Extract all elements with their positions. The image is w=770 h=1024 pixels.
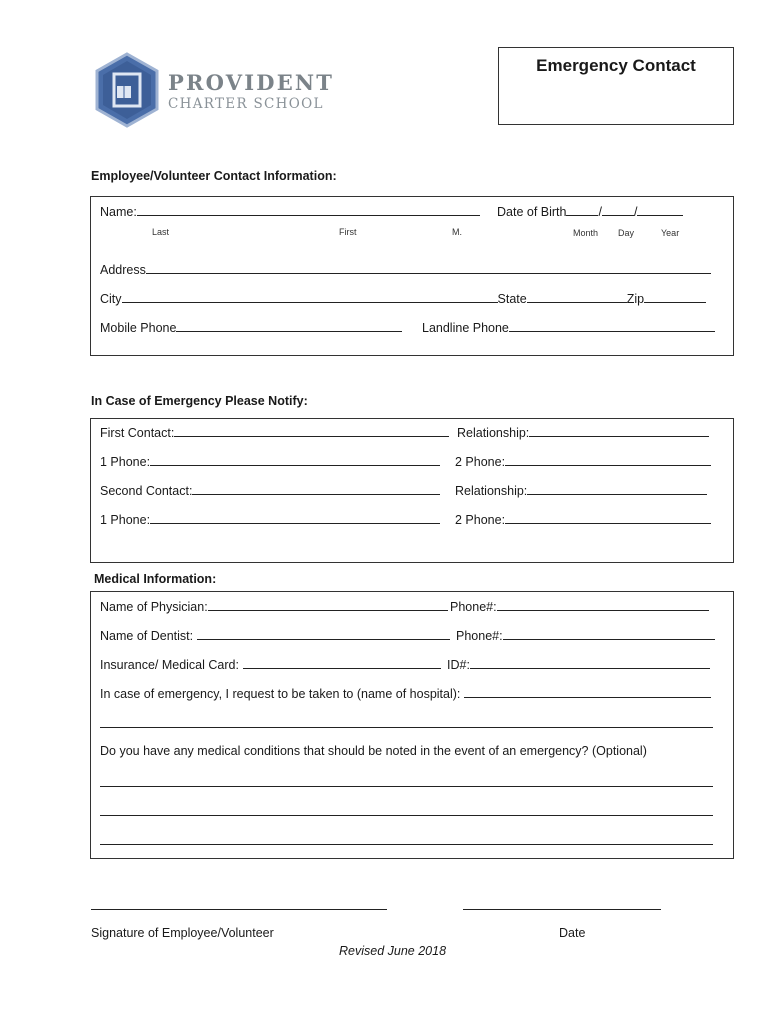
- contact-2-phone-1-row: [100, 512, 440, 527]
- sub-label-middle: M.: [452, 227, 462, 237]
- contact-2-phone-1-field[interactable]: [150, 512, 440, 524]
- state-label: State: [497, 292, 527, 306]
- address-label: Address: [100, 263, 146, 277]
- first-contact-field[interactable]: [174, 425, 449, 437]
- contact-1-phone-1-row: [100, 454, 440, 469]
- address-field[interactable]: [146, 262, 711, 274]
- relationship-1-row: [457, 425, 709, 440]
- contact-1-phone-2-row: [455, 454, 711, 469]
- mobile-label: Mobile Phone: [100, 321, 177, 335]
- hospital-row: [100, 686, 711, 701]
- form-title: Emergency Contact: [536, 56, 696, 75]
- landline-field[interactable]: [509, 320, 715, 332]
- contact-1-phone-1-label: 1 Phone:: [100, 455, 151, 469]
- dob-row: [497, 204, 683, 219]
- conditions-field-line-1[interactable]: [100, 786, 713, 787]
- sub-label-month: Month: [573, 228, 599, 238]
- hospital-field[interactable]: [464, 686, 711, 698]
- sub-label-year: Year: [661, 228, 680, 238]
- relationship-2-row: [455, 483, 707, 498]
- contact-1-phone-1-field[interactable]: [150, 454, 440, 466]
- sub-label-last: Last: [152, 227, 170, 237]
- emergency-section-heading: In Case of Emergency Please Notify:: [91, 394, 308, 408]
- sub-label-first: First: [339, 227, 357, 237]
- contact-1-phone-2-label: 2 Phone:: [455, 455, 506, 469]
- relationship-1-label: Relationship:: [457, 426, 530, 440]
- dob-month-field[interactable]: [566, 204, 598, 216]
- date-label: Date: [559, 926, 586, 940]
- address-row: [100, 262, 711, 277]
- id-field[interactable]: [470, 657, 710, 669]
- city-field[interactable]: [122, 291, 498, 303]
- state-field[interactable]: [527, 291, 627, 303]
- hexagon-book-icon: [94, 52, 160, 128]
- physician-field[interactable]: [208, 599, 448, 611]
- name-row: [100, 204, 480, 219]
- physician-phone-label: Phone#:: [450, 600, 497, 614]
- medical-section-heading: Medical Information:: [94, 572, 217, 586]
- name-field[interactable]: [137, 204, 480, 216]
- employee-section-heading: Employee/Volunteer Contact Information:: [91, 169, 337, 183]
- conditions-field-line-2[interactable]: [100, 815, 713, 816]
- contact-1-phone-2-field[interactable]: [505, 454, 711, 466]
- insurance-row: [100, 657, 441, 672]
- second-contact-field[interactable]: [192, 483, 440, 495]
- name-label: Name:: [100, 205, 137, 219]
- logo-name: PROVIDENT: [168, 70, 335, 95]
- dentist-phone-field[interactable]: [503, 628, 715, 640]
- id-row: [447, 657, 710, 672]
- zip-field[interactable]: [644, 291, 706, 303]
- dentist-row: [100, 628, 450, 643]
- landline-row: [422, 320, 715, 335]
- physician-phone-row: [450, 599, 709, 614]
- insurance-label: Insurance/ Medical Card:: [100, 658, 239, 672]
- first-contact-row: [100, 425, 449, 440]
- zip-label: Zip: [626, 292, 645, 306]
- dob-slash-1: /: [598, 205, 602, 219]
- signature-line[interactable]: [91, 909, 387, 910]
- contact-2-phone-2-row: [455, 512, 711, 527]
- landline-label: Landline Phone: [422, 321, 509, 335]
- physician-label: Name of Physician:: [100, 600, 208, 614]
- city-label: City: [100, 292, 122, 306]
- dob-label: Date of Birth: [497, 205, 567, 219]
- dentist-field[interactable]: [197, 628, 450, 640]
- revision-note: Revised June 2018: [339, 944, 447, 958]
- hospital-label: In case of emergency, I request to be taken to (name of hospital):: [100, 687, 461, 701]
- physician-row: [100, 599, 448, 614]
- logo-subtitle: CHARTER SCHOOL: [168, 96, 324, 112]
- contact-2-phone-2-field[interactable]: [505, 512, 711, 524]
- hospital-field-line-2[interactable]: [100, 727, 713, 728]
- second-contact-label: Second Contact:: [100, 484, 193, 498]
- contact-2-phone-2-label: 2 Phone:: [455, 513, 506, 527]
- dentist-phone-label: Phone#:: [456, 629, 503, 643]
- dob-year-field[interactable]: [637, 204, 683, 216]
- form-title-box: [498, 47, 734, 125]
- mobile-row: [100, 320, 402, 335]
- sub-label-day: Day: [618, 228, 635, 238]
- date-line[interactable]: [463, 909, 661, 910]
- signature-label: Signature of Employee/Volunteer: [91, 926, 274, 940]
- city-row: [100, 291, 706, 306]
- relationship-2-label: Relationship:: [455, 484, 528, 498]
- conditions-label: Do you have any medical conditions that should be noted in the event of an emergency? (Optional): [100, 744, 647, 758]
- conditions-field-line-3[interactable]: [100, 844, 713, 845]
- dentist-label: Name of Dentist:: [100, 629, 194, 643]
- dob-day-field[interactable]: [602, 204, 634, 216]
- physician-phone-field[interactable]: [497, 599, 709, 611]
- contact-2-phone-1-label: 1 Phone:: [100, 513, 151, 527]
- relationship-1-field[interactable]: [529, 425, 709, 437]
- school-logo: [94, 52, 344, 132]
- first-contact-label: First Contact:: [100, 426, 175, 440]
- second-contact-row: [100, 483, 440, 498]
- dob-slash-2: /: [633, 205, 638, 219]
- dentist-phone-row: [456, 628, 715, 643]
- id-label: ID#:: [447, 658, 470, 672]
- mobile-field[interactable]: [176, 320, 402, 332]
- relationship-2-field[interactable]: [527, 483, 707, 495]
- insurance-field[interactable]: [243, 657, 441, 669]
